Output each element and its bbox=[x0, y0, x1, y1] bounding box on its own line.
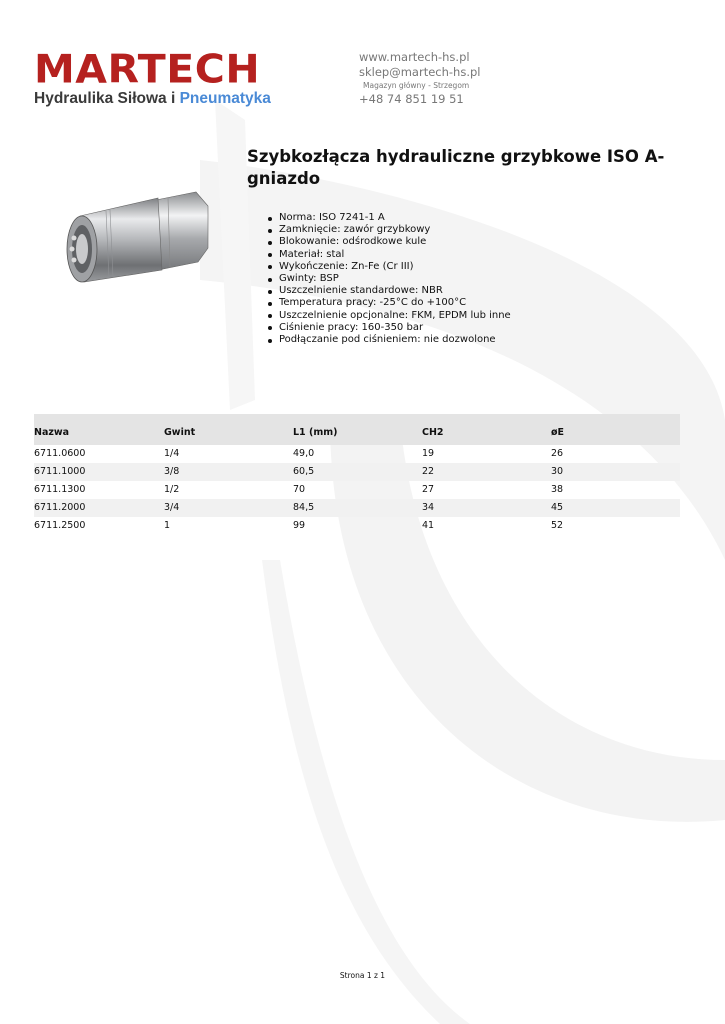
phone-number: +48 74 851 19 51 bbox=[359, 92, 464, 106]
cell-nazwa: 6711.0600 bbox=[34, 448, 86, 459]
header-oe: øE bbox=[551, 427, 565, 438]
feature-item: Uszczelnienie standardowe: NBR bbox=[268, 285, 511, 297]
feature-item: Materiał: stal bbox=[268, 249, 511, 261]
table-row bbox=[34, 463, 680, 481]
cell-ch2: 19 bbox=[422, 448, 435, 459]
product-table bbox=[34, 414, 680, 535]
cell-ch2: 27 bbox=[422, 484, 435, 495]
table-row bbox=[34, 481, 680, 499]
email-link[interactable]: sklep@martech-hs.pl bbox=[359, 65, 481, 79]
contact-block bbox=[359, 50, 480, 107]
logo-tagline bbox=[34, 90, 271, 108]
cell-gwint: 3/8 bbox=[164, 466, 180, 477]
feature-list bbox=[268, 212, 511, 346]
cell-l1: 49,0 bbox=[293, 448, 315, 459]
header-gwint: Gwint bbox=[164, 427, 196, 438]
company-logo bbox=[34, 46, 271, 108]
product-title: Szybkozłącza hydrauliczne grzybkowe ISO A-gniazdo bbox=[247, 147, 665, 188]
feature-item: Zamknięcie: zawór grzybkowy bbox=[268, 224, 511, 236]
header-ch2: CH2 bbox=[422, 427, 444, 438]
logo-tagline-blue: Pneumatyka bbox=[179, 90, 271, 107]
cell-oe: 26 bbox=[551, 448, 564, 459]
feature-item: Norma: ISO 7241-1 A bbox=[268, 212, 511, 224]
cell-ch2: 22 bbox=[422, 466, 435, 477]
feature-item: Gwinty: BSP bbox=[268, 273, 511, 285]
cell-gwint: 1/4 bbox=[164, 448, 180, 459]
cell-oe: 45 bbox=[551, 502, 564, 513]
cell-nazwa: 6711.1300 bbox=[34, 484, 86, 495]
cell-oe: 52 bbox=[551, 520, 564, 531]
cell-l1: 60,5 bbox=[293, 466, 315, 477]
feature-item: Wykończenie: Zn-Fe (Cr III) bbox=[268, 261, 511, 273]
feature-item: Blokowanie: odśrodkowe kule bbox=[268, 236, 511, 248]
feature-item: Temperatura pracy: -25°C do +100°C bbox=[268, 297, 511, 309]
logo-brand-text: MARTECH bbox=[34, 46, 261, 92]
feature-item: Uszczelnienie opcjonalne: FKM, EPDM lub inne bbox=[268, 310, 511, 322]
header-nazwa: Nazwa bbox=[34, 427, 70, 438]
cell-l1: 99 bbox=[293, 520, 306, 531]
header-l1: L1 (mm) bbox=[293, 427, 338, 438]
location-text: Magazyn główny - Strzegom bbox=[363, 81, 470, 90]
table-row bbox=[34, 445, 680, 463]
cell-gwint: 1/2 bbox=[164, 484, 180, 495]
cell-oe: 38 bbox=[551, 484, 564, 495]
cell-gwint: 3/4 bbox=[164, 502, 180, 513]
cell-ch2: 41 bbox=[422, 520, 435, 531]
website-link[interactable]: www.martech-hs.pl bbox=[359, 50, 470, 64]
cell-l1: 84,5 bbox=[293, 502, 315, 513]
feature-item: Podłączanie pod ciśnieniem: nie dozwolone bbox=[268, 334, 511, 346]
cell-ch2: 34 bbox=[422, 502, 435, 513]
logo-tagline-dark: Hydraulika Siłowa i bbox=[34, 90, 180, 107]
cell-oe: 30 bbox=[551, 466, 564, 477]
cell-nazwa: 6711.2000 bbox=[34, 502, 86, 513]
table-row bbox=[34, 499, 680, 517]
cell-l1: 70 bbox=[293, 484, 306, 495]
table-header bbox=[34, 414, 680, 445]
quick-coupler-socket-image bbox=[58, 186, 213, 290]
feature-item: Ciśnienie pracy: 160-350 bar bbox=[268, 322, 511, 334]
cell-gwint: 1 bbox=[164, 520, 171, 531]
cell-nazwa: 6711.1000 bbox=[34, 466, 86, 477]
cell-nazwa: 6711.2500 bbox=[34, 520, 86, 531]
page-number: Strona 1 z 1 bbox=[339, 971, 386, 980]
table-row bbox=[34, 517, 680, 535]
